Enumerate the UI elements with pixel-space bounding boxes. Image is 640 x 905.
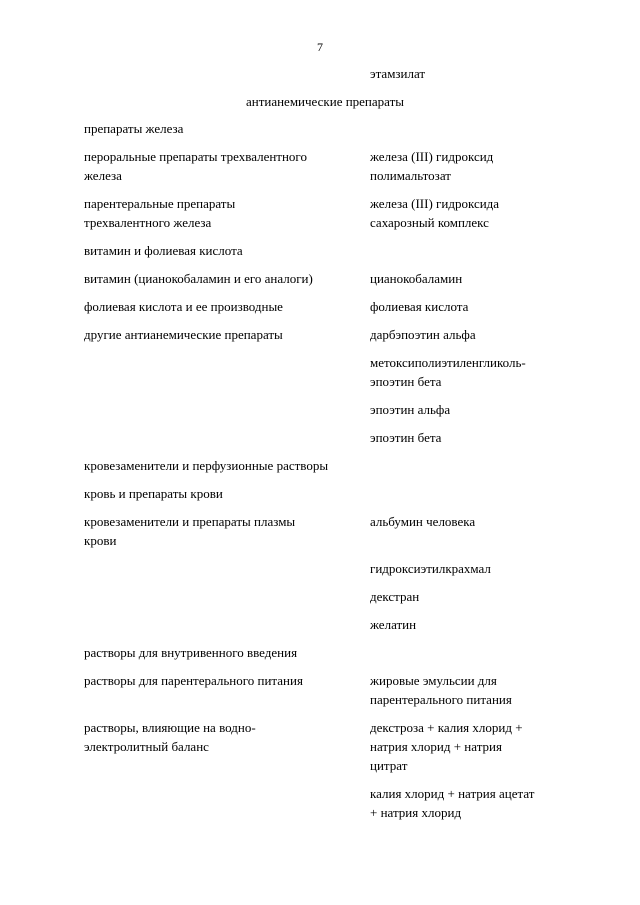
- category-name: растворы, влияющие на водно- электролитный баланс: [84, 720, 256, 754]
- category-name: кровезаменители и перфузионные растворы: [84, 458, 329, 473]
- table-row: [84, 269, 564, 288]
- top-right-drug-name: этамзилат: [370, 66, 426, 81]
- drug-name: железа (III) гидроксид полимальтозат: [370, 149, 494, 183]
- drug-name: фолиевая кислота: [370, 299, 469, 314]
- table-row: [84, 456, 564, 475]
- table-row: [84, 484, 564, 503]
- table-row: [84, 784, 564, 822]
- category-name: растворы для парентерального питания: [84, 673, 303, 688]
- table-row: [84, 718, 564, 775]
- drug-name: желатин: [370, 617, 417, 632]
- category-name: фолиевая кислота и ее производные: [84, 299, 283, 314]
- table-row: [84, 194, 564, 232]
- drug-name: декстран: [370, 589, 420, 604]
- table-row: [84, 400, 564, 419]
- table-row: [84, 643, 564, 662]
- drug-classification-table: [84, 119, 564, 831]
- category-name: другие антианемические препараты: [84, 327, 283, 342]
- category-name: пероральные препараты трехвалентного железа: [84, 149, 307, 183]
- drug-name: цианокобаламин: [370, 271, 463, 286]
- category-name: витамин (цианокобаламин и его аналоги): [84, 271, 313, 286]
- table-row: [84, 512, 564, 550]
- table-row: [84, 587, 564, 606]
- drug-name: железа (III) гидроксида сахарозный комплекс: [370, 196, 500, 230]
- category-name: парентеральные препараты трехвалентного железа: [84, 196, 236, 230]
- table-row: [84, 671, 564, 709]
- drug-name: гидроксиэтилкрахмал: [370, 561, 491, 576]
- drug-name: эпоэтин альфа: [370, 402, 451, 417]
- drug-name: жировые эмульсии для парентерального питания: [370, 673, 512, 707]
- drug-name: дарбэпоэтин альфа: [370, 327, 476, 342]
- drug-name: калия хлорид + натрия ацетат + натрия хлорид: [370, 786, 535, 820]
- table-row: [84, 615, 564, 634]
- table-row: [84, 353, 564, 391]
- drug-name: метоксиполиэтиленгликоль- эпоэтин бета: [370, 355, 526, 389]
- section-title: антианемические препараты: [245, 94, 405, 109]
- drug-name: декстроза + калия хлорид + натрия хлорид + натрия цитрат: [370, 720, 523, 773]
- drug-name: эпоэтин бета: [370, 430, 442, 445]
- table-row: [84, 325, 564, 344]
- category-name: витамин и фолиевая кислота: [84, 243, 243, 258]
- table-row: [84, 559, 564, 578]
- category-name: кровь и препараты крови: [84, 486, 223, 501]
- category-name: препараты железа: [84, 121, 184, 136]
- drug-name: альбумин человека: [370, 514, 476, 529]
- table-row: [84, 241, 564, 260]
- table-row: [84, 297, 564, 316]
- table-row: [84, 119, 564, 138]
- page-number: 7: [317, 40, 323, 54]
- category-name: растворы для внутривенного введения: [84, 645, 298, 660]
- category-name: кровезаменители и препараты плазмы крови: [84, 514, 296, 548]
- table-row: [84, 147, 564, 185]
- table-row: [84, 428, 564, 447]
